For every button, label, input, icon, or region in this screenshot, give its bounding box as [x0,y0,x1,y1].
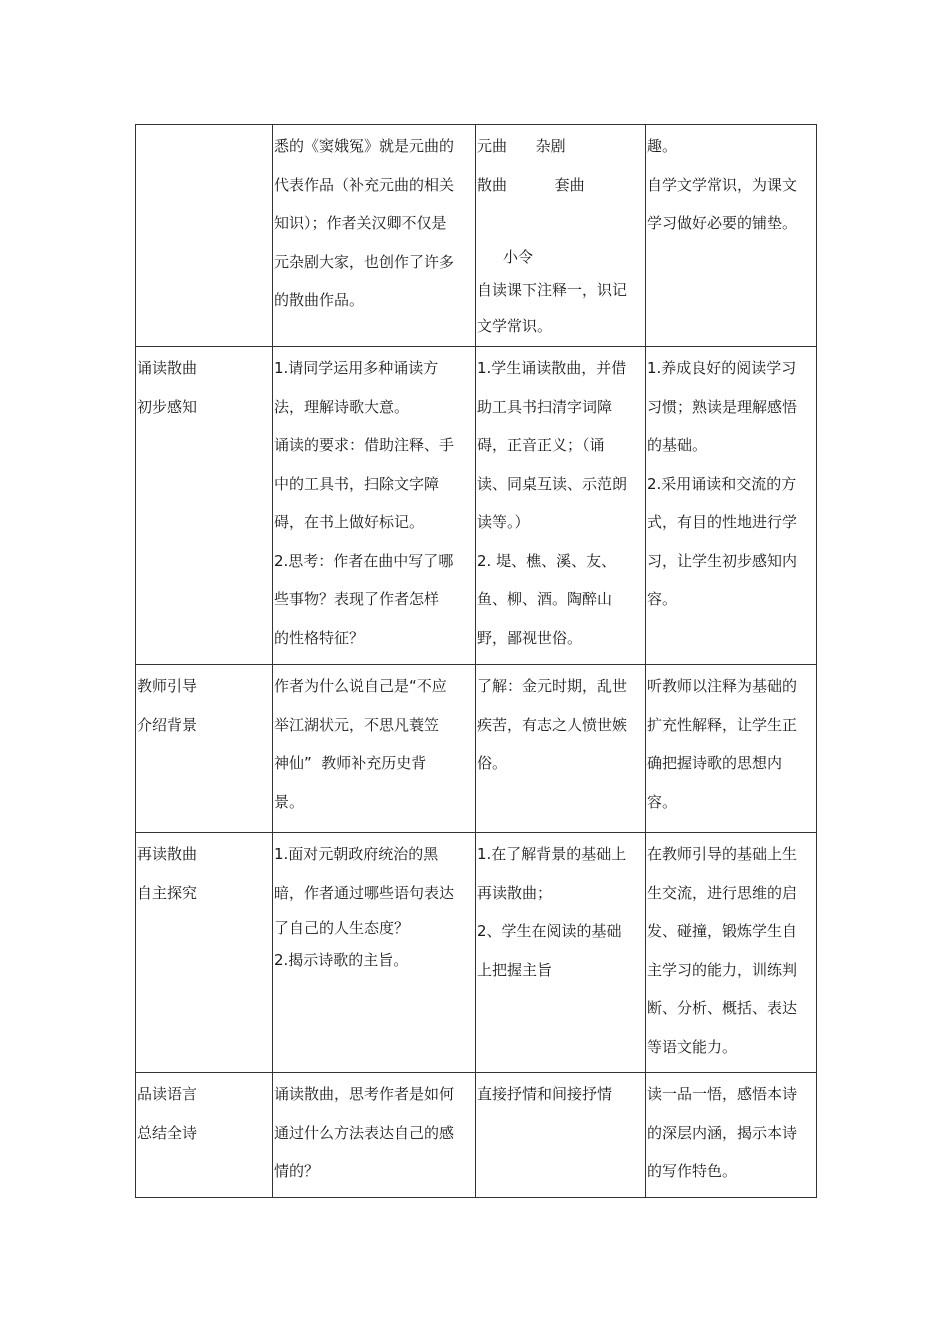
text-line: 再读散曲； [477,883,553,902]
text-line: 习，让学生初步感知内 [647,551,798,570]
text-line: 直接抒情和间接抒情 [477,1085,613,1103]
text-line: 主学习的能力，训练判 [647,960,798,979]
teacher-activity-cell [273,833,476,1073]
text-line: 趣。 [647,137,678,155]
text-line: 元曲 杂剧 [477,137,566,155]
purpose-cell [646,665,817,833]
student-activity-cell [476,833,646,1073]
text-line: 诵读散曲 [137,359,198,377]
teacher-activity-cell [273,1073,476,1198]
text-line: 的深层内涵，揭示本诗 [647,1123,798,1142]
text-line: 教师引导 [137,677,198,695]
text-line: 2、学生在阅读的基础 [477,922,622,940]
text-line: 总结全诗 [137,1123,198,1142]
text-line: 上把握主旨 [477,960,553,979]
text-line: 鱼、柳、酒。陶醉山 [477,590,613,608]
text-line: 介绍背景 [137,715,198,734]
step-cell [136,347,273,665]
step-cell [136,665,273,833]
text-line: 2. 堤、樵、溪、友、 [477,551,617,570]
spacer [477,204,645,240]
text-line: 容。 [647,792,678,811]
text-line: 神仙” 教师补充历史背 [274,754,427,772]
text-line: 通过什么方法表达自己的感 [274,1123,455,1142]
text-line: 习惯；熟读是理解感悟 [647,397,798,416]
student-activity-cell [476,665,646,833]
text-line: 断、分析、概括、表达 [647,999,798,1017]
text-line: 式，有目的性地进行学 [647,513,798,531]
text-line: 在教师引导的基础上生 [647,845,798,863]
text-line: 疾苦，有志之人愤世嫉 [477,715,628,734]
text-line: 品读语言 [137,1085,198,1103]
text-line: 扩充性解释，让学生正 [647,715,798,734]
table-row [136,833,817,1073]
text-line: 诵读散曲，思考作者是如何 [274,1085,455,1103]
table-row [136,125,817,347]
purpose-cell [646,833,817,1073]
lesson-plan-table [135,124,817,1198]
text-line: 知识）；作者关汉卿不仅是 [274,214,447,232]
text-line: 听教师以注释为基础的 [647,677,798,695]
student-activity-cell [476,125,646,347]
step-cell [136,833,273,1073]
text-line: 确把握诗歌的思想内 [647,754,783,772]
text-line: 2.采用诵读和交流的方 [647,474,797,493]
text-line: 学习做好必要的铺垫。 [647,214,798,232]
text-line: 俗。 [477,754,508,772]
text-line: 自主探究 [137,883,198,902]
text-line: 代表作品（补充元曲的相关 [274,175,455,194]
text-line: 1.在了解背景的基础上 [477,845,627,863]
student-activity-cell [476,347,646,665]
text-line: 了自己的人生态度？ [274,919,410,937]
table-row [136,665,817,833]
text-line: 元杂剧大家，也创作了许多 [274,252,455,271]
purpose-cell [646,125,817,347]
text-line: 自读课下注释一，识记 [477,281,628,299]
text-line: 2.揭示诗歌的主旨。 [274,951,409,969]
text-line: 1.面对元朝政府统治的黑 [274,845,439,863]
text-line: 文学常识。 [477,317,553,335]
teacher-activity-cell [273,125,476,347]
text-line: 景。 [274,792,305,811]
purpose-cell [646,1073,817,1198]
text-line: 发、碰撞，锻炼学生自 [647,922,798,940]
text-line: 再读散曲 [137,845,198,863]
text-line: 的性格特征？ [274,628,365,647]
text-line: 助工具书扫清字词障 [477,397,613,416]
text-line: 的散曲作品。 [274,291,365,309]
text-line: 暗，作者通过哪些语句表达 [274,883,455,902]
student-activity-cell [476,1073,646,1198]
text-line: 1.养成良好的阅读学习 [647,359,797,377]
text-line: 碍，正音正义；（诵 [477,436,605,454]
step-cell [136,125,273,347]
text-line: 1.学生诵读散曲，并借 [477,359,627,377]
text-line: 野，鄙视世俗。 [477,628,583,647]
text-line: 诵读的要求：借助注释、手 [274,436,455,454]
text-line: 散曲 套曲 [477,175,585,194]
text-line: 生交流，进行思维的启 [647,883,798,902]
text-line: 的写作特色。 [647,1162,738,1180]
teacher-activity-cell [273,665,476,833]
text-line: 容。 [647,590,678,608]
purpose-cell [646,347,817,665]
text-line: 1.请同学运用多种诵读方 [274,359,439,377]
text-line: 了解：金元时期，乱世 [477,677,628,695]
text-line: 情的？ [274,1162,320,1180]
text-line: 些事物？表现了作者怎样 [274,590,440,608]
step-cell [136,1073,273,1198]
text-line: 初步感知 [137,397,198,416]
text-line: 读一品一悟，感悟本诗 [647,1085,798,1103]
text-line: 法，理解诗歌大意。 [274,397,410,416]
text-line: 的基础。 [647,436,708,454]
text-line: 读等。） [477,513,530,531]
text-line: 碍，在书上做好标记。 [274,513,425,531]
text-line: 2.思考：作者在曲中写了哪 [274,551,454,570]
teacher-activity-cell [273,347,476,665]
table-row [136,347,817,665]
text-line: 中的工具书，扫除文字障 [274,474,440,493]
text-line: 作者为什么说自己是“不应 [274,677,447,695]
text-line: 举江湖状元，不思凡蓑笠 [274,715,440,734]
text-line: 等语文能力。 [647,1037,738,1056]
text-line: 自学文学常识，为课文 [647,175,798,194]
text-line: 悉的《窦娥冤》就是元曲的 [274,137,455,155]
text-line: 读、同桌互读、示范朗 [477,474,628,493]
table-row [136,1073,817,1198]
text-line: 小令 [503,248,534,266]
